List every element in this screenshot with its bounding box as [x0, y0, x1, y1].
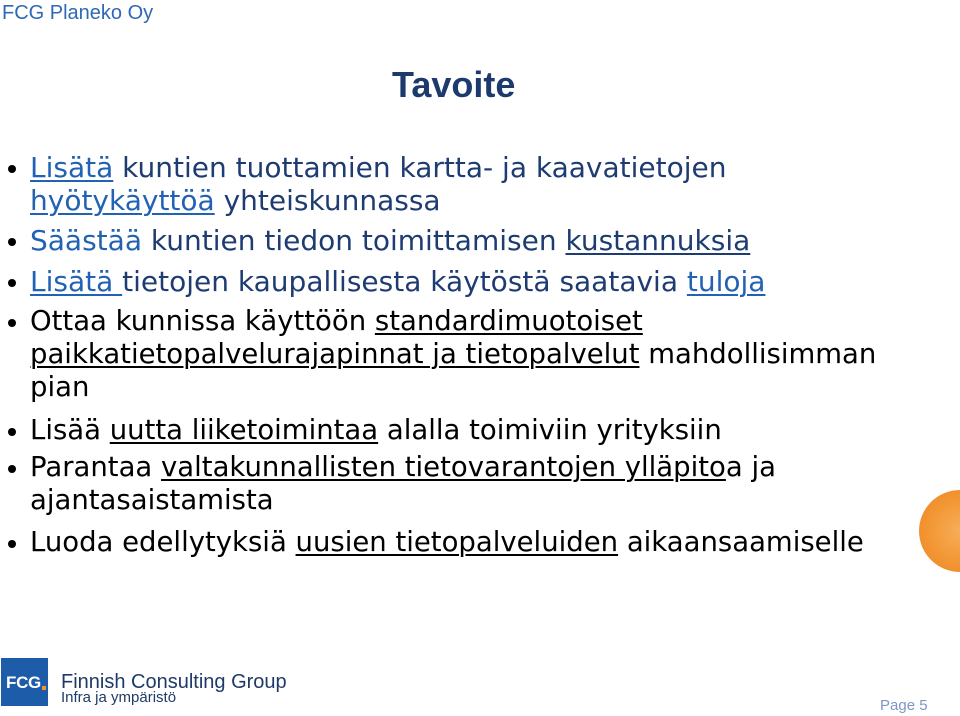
bullet-underlined-text: standardimuotoiset [374, 305, 643, 337]
bullet-item [30, 151, 727, 217]
bullet-dot-icon [8, 165, 16, 173]
bullet-dot-icon [8, 238, 16, 246]
page-number: Page 5 [880, 697, 928, 714]
bullet-highlighted-text: Lisätä [30, 151, 114, 184]
bullet-text: alalla toimiviin yrityksiin [378, 414, 722, 446]
bullet-highlighted-text: Lisätä [30, 265, 123, 298]
bullet-item [30, 305, 876, 404]
bullet-item [30, 414, 722, 447]
bullet-item [30, 265, 765, 298]
fcg-logo-text: FCG [6, 673, 41, 692]
bullet-text: ajantasaistamista [30, 484, 274, 516]
bullet-underlined-text: uusien tietopalveluiden [295, 526, 619, 558]
bullet-text: tietojen kaupallisesta käytöstä saatavia [122, 265, 687, 298]
bullet-item [30, 526, 864, 559]
orange-half-circle-decoration [919, 490, 960, 572]
bullet-text: kuntien tiedon toimittamisen [141, 224, 566, 257]
bullet-text: mahdollisimman [639, 338, 877, 370]
bullet-highlighted-text: Säästää [30, 224, 142, 257]
bullet-text: kuntien tuottamien kartta- ja kaavatietojen [113, 151, 727, 184]
bullet-text: aikaansaamiselle [618, 526, 864, 558]
bullet-highlighted-text: tuloja [686, 265, 766, 298]
logo-dot-icon [42, 686, 46, 690]
bullet-text: a ja [725, 451, 776, 483]
bullet-text: Lisää [30, 414, 110, 446]
slide-title: Tavoite [392, 64, 516, 105]
bullet-dot-icon [8, 279, 16, 287]
footer-company-name: Finnish Consulting Group [61, 671, 287, 693]
bullet-underlined-text: uutta liiketoimintaa [109, 414, 379, 446]
bullet-dot-icon [8, 428, 16, 436]
footer-division-name: Infra ja ympäristö [61, 689, 177, 706]
bullet-item [30, 451, 776, 517]
bullet-dot-icon [8, 540, 16, 548]
header-company-name: FCG Planeko Oy [2, 2, 154, 24]
bullet-text: Luoda edellytyksiä [30, 526, 296, 558]
bullet-text: Ottaa kunnissa käyttöön [30, 305, 375, 337]
bullet-dot-icon [8, 319, 16, 327]
bullet-text: pian [30, 371, 90, 403]
bullet-underlined-text: paikkatietopalvelurajapinnat ja tietopalvelut [30, 338, 640, 370]
bullet-dot-icon [8, 465, 16, 473]
bullet-underlined-text: kustannuksia [565, 224, 751, 257]
bullet-text: yhteiskunnassa [214, 184, 441, 217]
bullet-text: Parantaa [30, 451, 162, 483]
fcg-logo [1, 658, 48, 706]
bullet-item [30, 224, 750, 257]
bullet-underlined-text: valtakunnallisten tietovarantojen ylläpito [161, 451, 726, 483]
bullet-highlighted-text: hyötykäyttöä [30, 184, 215, 217]
